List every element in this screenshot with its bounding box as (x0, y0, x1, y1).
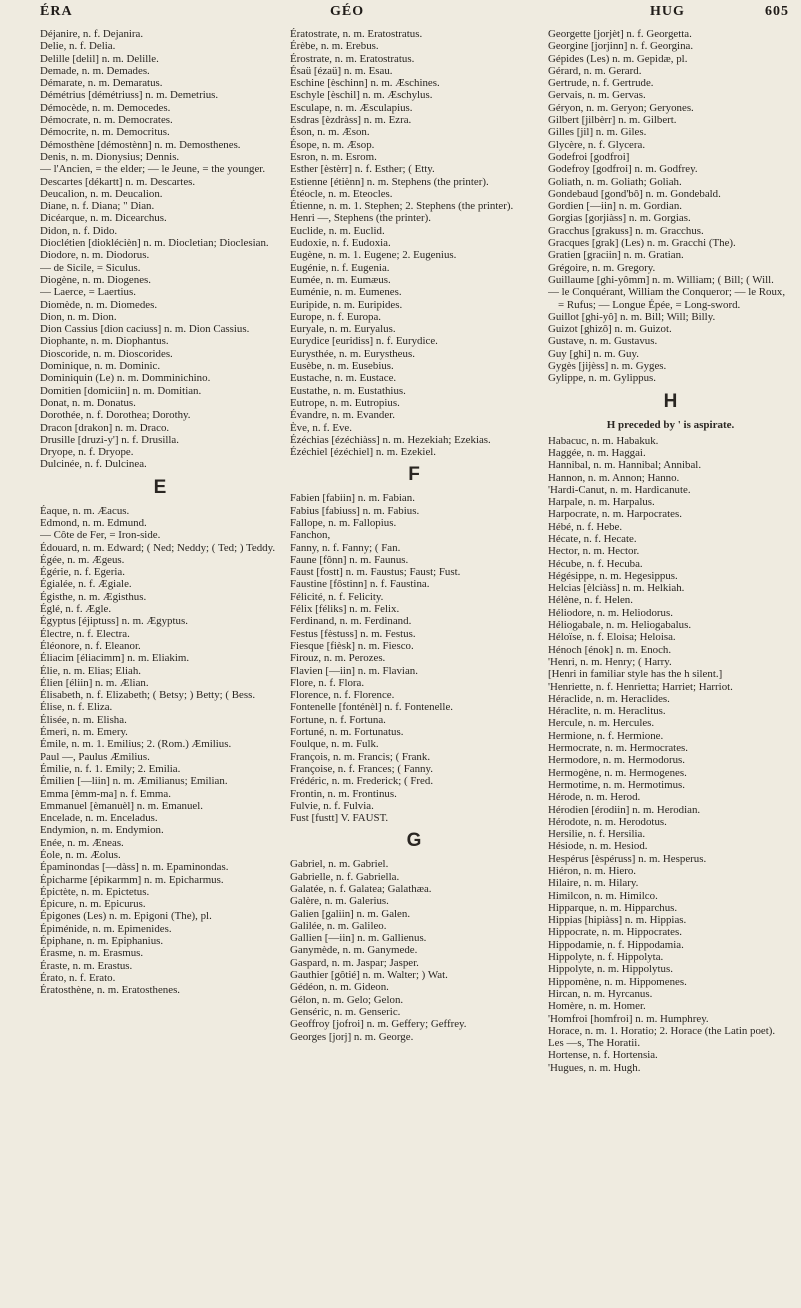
dictionary-entry: Érostrate, n. m. Eratostratus. (290, 52, 415, 65)
dictionary-entry: Épiphane, n. m. Epiphanius. (40, 935, 164, 948)
dictionary-entry: Dion Cassius [dion caciuss] n. m. Dion Cassius. (40, 323, 250, 336)
dictionary-entry: Henri —, Stephens (the printer). (290, 212, 431, 225)
dictionary-entry: Hippodamie, n. f. Hippodamia. (548, 938, 684, 951)
dictionary-entry: Hector, n. m. Hector. (548, 545, 640, 558)
dictionary-entry: Gylippe, n. m. Gylippus. (548, 372, 656, 385)
dictionary-entry: Guillaume [ghi-yômm] n. m. William; ( Bill; ( Will. (548, 273, 774, 286)
dictionary-entry: Épicharme [épikarmm] n. m. Epicharmus. (40, 873, 224, 886)
section-letter: F (408, 464, 420, 486)
dictionary-entry: Domitien [domiciin] n. m. Domitian. (40, 384, 202, 397)
section-letter: G (406, 830, 422, 852)
dictionary-entry: Hermocrate, n. m. Hermocrates. (548, 742, 689, 755)
dictionary-entry: Égisthe, n. m. Ægisthus. (40, 590, 147, 603)
dictionary-entry: Hérode, n. m. Herod. (548, 791, 641, 804)
dictionary-entry: Hippocrate, n. m. Hippocrates. (548, 926, 682, 939)
dictionary-entry: Habacuc, n. m. Habakuk. (548, 434, 659, 447)
dictionary-entry: Hippomène, n. m. Hippomenes. (548, 975, 687, 988)
dictionary-entry: Endymion, n. m. Endymion. (40, 824, 164, 837)
dictionary-entry: Descartes [dékartt] n. m. Descartes. (40, 175, 196, 188)
dictionary-entry: Grégoire, n. m. Gregory. (548, 261, 656, 274)
dictionary-entry: Ésaü [ézaü] n. m. Esau. (290, 64, 393, 77)
dictionary-entry: Godefroi [godfroi] (548, 150, 630, 163)
dictionary-entry: Émile, n. m. 1. Emilius; 2. (Rom.) Æmilius. (40, 738, 232, 751)
dictionary-entry: Fanny, n. f. Fanny; ( Fan. (290, 541, 401, 554)
dictionary-entry: Guy [ghi] n. m. Guy. (548, 347, 639, 360)
dictionary-entry: — Laerce, = Laertius. (40, 286, 136, 299)
dictionary-entry: Euménie, n. m. Eumenes. (290, 286, 402, 299)
dictionary-entry: Hécate, n. f. Hecate. (548, 532, 637, 545)
dictionary-entry: Edmond, n. m. Edmund. (40, 516, 147, 529)
dictionary-entry: Esdras [èzdràss] n. m. Ezra. (290, 114, 412, 127)
dictionary-entry: Ératosthène, n. m. Eratosthenes. (40, 984, 181, 997)
dictionary-entry: Éliacim [éliacimm] n. m. Eliakim. (40, 652, 190, 665)
dictionary-entry: Démarate, n. m. Demaratus. (40, 77, 163, 90)
dictionary-entry: Hortense, n. f. Hortensia. (548, 1049, 658, 1062)
dictionary-entry: Édouard, n. m. Edward; ( Ned; Neddy; ( Ted; ) Teddy. (40, 541, 276, 554)
dictionary-entry: Faune [fônn] n. m. Faunus. (290, 553, 409, 566)
dictionary-entry: Dorothée, n. f. Dorothea; Dorothy. (40, 409, 191, 422)
dictionary-entry: Gilbert [jilbèrr] n. m. Gilbert. (548, 114, 677, 127)
dictionary-entry: Harpocrate, n. m. Harpocrates. (548, 508, 682, 521)
dictionary-entry: 'Henriette, n. f. Henrietta; Harriet; Harriot. (548, 680, 733, 693)
running-head-right: HUG (650, 4, 685, 19)
dictionary-entry: Esculape, n. m. Æsculapius. (290, 101, 413, 114)
dictionary-entry: Flavien [—iin] n. m. Flavian. (290, 664, 418, 677)
dictionary-entry: Éole, n. m. Æolus. (40, 849, 121, 861)
dictionary-entry: Éaque, n. m. Æacus. (40, 504, 130, 517)
section-letter: E (153, 476, 167, 498)
dictionary-entry: Georgette [jorjèt] n. f. Georgetta. (548, 28, 692, 40)
dictionary-entry: Les —s, The Horatii. (548, 1037, 641, 1050)
dictionary-entry: Gervais, n. m. Gervas. (548, 89, 646, 102)
dictionary-entry: Emmanuel [èmanuèl] n. m. Emanuel. (40, 799, 204, 812)
dictionary-entry: Gordien [—iin] n. m. Gordian. (548, 200, 682, 213)
dictionary-entry: Faust [fostt] n. m. Faustus; Faust; Fust. (290, 566, 461, 579)
dictionary-entry: Hermione, n. f. Hermione. (548, 729, 664, 742)
dictionary-entry: Émilien [—liin] n. m. Æmilianus; Emilian. (40, 775, 228, 788)
dictionary-entry: Gabrielle, n. f. Gabriella. (290, 870, 400, 883)
dictionary-entry: Démocède, n. m. Democedes. (40, 101, 171, 114)
dictionary-entry: Hannon, n. m. Annon; Hanno. (548, 471, 680, 484)
dictionary-entry: Érato, n. f. Erato. (40, 971, 116, 984)
dictionary-entry: Fiesque [fièsk] n. m. Fiesco. (290, 639, 414, 652)
dictionary-entry: Élisée, n. m. Elisha. (40, 713, 127, 726)
dictionary-entry: Épigones (Les) n. m. Epigoni (The), pl. (40, 910, 212, 923)
dictionary-entry: Fulvie, n. f. Fulvia. (290, 799, 374, 812)
dictionary-entry: Goliath, n. m. Goliath; Goliah. (548, 175, 682, 188)
dictionary-entry: Euryale, n. m. Euryalus. (290, 323, 396, 336)
dictionary-entry: Élien [éliin] n. m. Ælian. (40, 676, 149, 689)
dictionary-entry: 'Henri, n. m. Henry; ( Harry. (548, 655, 672, 668)
dictionary-entry: Évandre, n. m. Evander. (290, 409, 395, 422)
dictionary-entry: — de Sicile, = Siculus. (40, 261, 141, 274)
dictionary-entry: Démocrite, n. m. Democritus. (40, 126, 170, 139)
dictionary-entry: Épicure, n. m. Epicurus. (40, 898, 146, 911)
dictionary-entry: Euripide, n. m. Euripides. (290, 298, 403, 311)
dictionary-entry: Gaspard, n. m. Jaspar; Jasper. (290, 956, 419, 969)
dictionary-entry: Guizot [ghizô] n. m. Guizot. (548, 323, 672, 336)
dictionary-entry: Delie, n. f. Delia. (40, 40, 116, 53)
dictionary-entry: Godefroy [godfroi] n. m. Godfrey. (548, 163, 698, 176)
dictionary-entry: Helcias [èlciàss] n. m. Helkiah. (548, 582, 685, 595)
dictionary-entry: Géryon, n. m. Geryon; Geryones. (548, 101, 694, 114)
dictionary-entry: Épaminondas [—dàss] n. m. Epaminondas. (40, 861, 229, 874)
dictionary-entry: Fabius [fabiuss] n. m. Fabius. (290, 504, 420, 517)
dictionary-entry: Eumée, n. m. Eumæus. (290, 273, 391, 286)
dictionary-entry: Hannibal, n. m. Hannibal; Annibal. (548, 459, 702, 472)
dictionary-entry: Hippolyte, n. f. Hippolyta. (548, 951, 664, 964)
dictionary-entry: — l'Ancien, = the elder; — le Jeune, = the younger. (40, 163, 266, 176)
dictionary-entry: [Henri in familiar style has the h silent.] (548, 668, 723, 681)
dictionary-entry: Gauthier [gôtié] n. m. Walter; ) Wat. (290, 969, 448, 982)
dictionary-entry: Élise, n. f. Eliza. (40, 701, 113, 714)
dictionary-entry: Élie, n. m. Elias; Eliah. (40, 664, 142, 677)
dictionary-entry: Hébé, n. f. Hebe. (548, 520, 623, 533)
dictionary-entry: Eurydice [euridiss] n. f. Eurydice. (290, 335, 438, 348)
dictionary-entry: Hespérus [èspéruss] n. m. Hesperus. (548, 852, 707, 865)
dictionary-entry: Georges [jorj] n. m. George. (290, 1030, 414, 1043)
dictionary-entry: Hippolyte, n. m. Hippolytus. (548, 963, 673, 976)
dictionary-entry: Éléonore, n. f. Eleanor. (40, 639, 141, 652)
dictionary-entry: Enée, n. m. Æneas. (40, 836, 124, 849)
column-3 (548, 28, 793, 1298)
dictionary-entry: Guillot [ghi-yô] n. m. Bill; Will; Billy. (548, 310, 716, 323)
running-head-left: ÉRA (40, 4, 73, 19)
dictionary-entry: Ésope, n. m. Æsop. (290, 138, 375, 151)
dictionary-entry: 'Homfroi [homfroi] n. m. Humphrey. (548, 1012, 709, 1025)
dictionary-entry: Hilaire, n. m. Hilary. (548, 877, 639, 890)
dictionary-entry: Élisabeth, n. f. Elizabeth; ( Betsy; ) Betty; ( Bess. (40, 689, 256, 702)
dictionary-entry: Denis, n. m. Dionysius; Dennis. (40, 150, 180, 163)
dictionary-entry: Hipparque, n. m. Hipparchus. (548, 901, 678, 914)
dictionary-entry: Héloïse, n. f. Eloisa; Heloisa. (548, 631, 676, 644)
dictionary-entry: Georgine [jorjinn] n. f. Georgina. (548, 40, 694, 53)
dictionary-entry: Gallien [—iin] n. m. Gallienus. (290, 932, 427, 945)
dictionary-entry: Dracon [drakon] n. m. Draco. (40, 421, 170, 434)
dictionary-entry: Emma [èmm-ma] n. f. Emma. (40, 787, 171, 800)
dictionary-entry: Ératostrate, n. m. Eratostratus. (290, 28, 423, 40)
dictionary-entry: Félicité, n. f. Felicity. (290, 590, 384, 603)
dictionary-entry: Harpale, n. m. Harpalus. (548, 496, 655, 509)
dictionary-entry: Gustave, n. m. Gustavus. (548, 335, 658, 348)
dictionary-entry: Gracques [grak] (Les) n. m. Gracchi (The). (548, 237, 736, 250)
dictionary-entry: Égée, n. m. Ægeus. (40, 553, 125, 566)
dictionary-entry: Hécube, n. f. Hecuba. (548, 557, 643, 570)
dictionary-entry: Gorgias [gorjiàss] n. m. Gorgias. (548, 212, 691, 225)
dictionary-entry: Égialée, n. f. Ægiale. (40, 578, 132, 591)
dictionary-entry: — Côte de Fer, = Iron-side. (40, 529, 161, 542)
dictionary-entry: Galère, n. m. Galerius. (290, 895, 389, 908)
dictionary-entry: Gracchus [grakuss] n. m. Gracchus. (548, 224, 704, 237)
dictionary-entry: 'Hardi-Canut, n. m. Hardicanute. (548, 483, 691, 496)
dictionary-entry: Gygès [jijèss] n. m. Gyges. (548, 360, 667, 373)
dictionary-entry: Héliogabale, n. m. Heliogabalus. (548, 619, 692, 632)
dictionary-entry: Faustine [fôstinn] n. f. Faustina. (290, 578, 430, 591)
dictionary-entry: Festus [fèstuss] n. m. Festus. (290, 627, 416, 640)
dictionary-entry: Émilie, n. f. 1. Emily; 2. Emilia. (40, 762, 181, 775)
dictionary-entry: Démétrius [démétriuss] n. m. Demetrius. (40, 89, 219, 102)
dictionary-entry: Fallope, n. m. Fallopius. (290, 516, 397, 529)
dictionary-entry: Hésiode, n. m. Hesiod. (548, 840, 648, 853)
dictionary-entry: Didon, n. f. Dido. (40, 224, 118, 237)
dictionary-entry: Fust [fustt] V. FAUST. (290, 812, 389, 825)
dictionary-entry: Gélon, n. m. Gelo; Gelon. (290, 993, 404, 1006)
dictionary-entry: Étéocle, n. m. Eteocles. (290, 187, 393, 200)
column-1 (40, 28, 280, 1298)
dictionary-entry: Diodore, n. m. Diodorus. (40, 249, 150, 262)
running-head-center: GÉO (330, 4, 365, 19)
dictionary-entry: Galatée, n. f. Galatea; Galathæa. (290, 883, 432, 895)
dictionary-entry: Europe, n. f. Europa. (290, 310, 382, 323)
dictionary-entry: Eschine [èschinn] n. m. Æschines. (290, 77, 440, 90)
dictionary-entry: Eudoxie, n. f. Eudoxia. (290, 237, 391, 250)
dictionary-entry: Félix [féliks] n. m. Felix. (290, 603, 400, 616)
dictionary-entry: Eugénie, n. f. Eugenia. (290, 261, 390, 274)
dictionary-entry: Delille [delil] n. m. Delille. (40, 52, 159, 65)
dictionary-entry: Drusille [druzi-y'] n. f. Drusilla. (40, 433, 179, 446)
dictionary-entry: Ézéchiel [ézéchiel] n. m. Ezekiel. (290, 446, 437, 459)
dictionary-entry: Épictète, n. m. Epictetus. (40, 885, 150, 898)
dictionary-entry: Hégésippe, n. m. Hegesippus. (548, 569, 678, 582)
dictionary-entry: Hermotime, n. m. Hermotimus. (548, 778, 686, 791)
dictionary-entry: — le Conquérant, William the Conqueror; — le Roux, = Rufus; — Longue Épée, = Long-sword. (548, 286, 786, 311)
dictionary-entry: Églé, n. f. Ægle. (40, 603, 112, 616)
dictionary-entry: Hérodien [érodiin] n. m. Herodian. (548, 803, 701, 816)
dictionary-entry: Hiéron, n. m. Hiero. (548, 865, 637, 877)
dictionary-entry: Deucalion, n. m. Deucalion. (40, 187, 163, 200)
dictionary-entry: Esther [èstèrr] n. f. Esther; ( Etty. (290, 163, 435, 176)
dictionary-entry: Ève, n. f. Eve. (290, 421, 352, 434)
dictionary-entry: Eutrope, n. m. Eutropius. (290, 396, 400, 409)
dictionary-entry: Déjanire, n. f. Dejanira. (40, 28, 144, 40)
dictionary-entry: Hersilie, n. f. Hersilia. (548, 828, 646, 841)
dictionary-entry: Esron, n. m. Esrom. (290, 150, 377, 163)
dictionary-entry: Hermodore, n. m. Hermodorus. (548, 754, 686, 767)
dictionary-entry: Gertrude, n. f. Gertrude. (548, 77, 654, 90)
dictionary-entry: Fabien [fabiin] n. m. Fabian. (290, 492, 415, 505)
dictionary-entry: Dicéarque, n. m. Dicearchus. (40, 212, 167, 225)
dictionary-entry: Ganymède, n. m. Ganymede. (290, 944, 418, 957)
dictionary-entry: Gérard, n. m. Gerard. (548, 64, 642, 77)
dictionary-entry: Ézéchias [ézéchiàss] n. m. Hezekiah; Ezekias. (290, 433, 491, 446)
dictionary-entry: Diomède, n. m. Diomedes. (40, 298, 158, 311)
dictionary-entry: Foulque, n. m. Fulk. (290, 738, 379, 751)
dictionary-entry: Diogène, n. m. Diogenes. (40, 273, 152, 286)
dictionary-entry: Dion, n. m. Dion. (40, 310, 117, 323)
dictionary-entry: Héraclide, n. m. Heraclides. (548, 692, 670, 705)
dictionary-entry: Électre, n. f. Electra. (40, 627, 130, 640)
dictionary-entry: Horace, n. m. 1. Horatio; 2. Horace (the Latin poet). (548, 1024, 776, 1037)
dictionary-entry: Diophante, n. m. Diophantus. (40, 335, 169, 348)
dictionary-entry: Encelade, n. m. Enceladus. (40, 812, 158, 825)
dictionary-entry: Frontin, n. m. Frontinus. (290, 787, 397, 800)
dictionary-entry: Hermogène, n. m. Hermogenes. (548, 766, 687, 779)
dictionary-entry: Himilcon, n. m. Himilco. (548, 889, 658, 902)
dictionary-entry: Éraste, n. m. Erastus. (40, 959, 133, 972)
dictionary-entry: Fortune, n. f. Fortuna. (290, 713, 386, 726)
dictionary-entry: Françoise, n. f. Frances; ( Fanny. (290, 762, 433, 775)
dictionary-entry: Érasme, n. m. Erasmus. (40, 947, 144, 960)
dictionary-entry: Dominiquin (Le) n. m. Domminichino. (40, 372, 211, 385)
dictionary-entry: Haggée, n. m. Haggai. (548, 446, 646, 459)
dictionary-entry: Estienne [étiènn] n. m. Stephens (the printer). (290, 175, 489, 188)
dictionary-entry: Gédéon, n. m. Gideon. (290, 981, 389, 994)
dictionary-entry: Dominique, n. m. Dominic. (40, 360, 161, 373)
dictionary-entry: Gépides (Les) n. m. Gepidæ, pl. (548, 52, 688, 65)
dictionary-entry: Glycère, n. f. Glycera. (548, 138, 646, 151)
dictionary-entry: Galien [galiin] n. m. Galen. (290, 907, 411, 920)
page-number: 605 (765, 4, 789, 19)
dictionary-entry: Démosthène [démostènn] n. m. Demosthenes. (40, 138, 241, 151)
dictionary-entry: Épiménide, n. m. Epimenides. (40, 922, 172, 935)
dictionary-entry: Genséric, n. m. Genseric. (290, 1005, 401, 1018)
dictionary-entry: Égérie, n. f. Egeria. (40, 566, 125, 579)
dictionary-entry: Hircan, n. m. Hyrcanus. (548, 987, 653, 1000)
dictionary-entry: Dulcinée, n. f. Dulcinea. (40, 458, 147, 471)
dictionary-entry: Gilles [jil] n. m. Giles. (548, 126, 647, 139)
section-note: H preceded by ' is aspirate. (606, 418, 735, 431)
dictionary-entry: Homère, n. m. Homer. (548, 1000, 646, 1013)
dictionary-entry: Gratien [graciin] n. m. Gratian. (548, 249, 684, 262)
dictionary-entry: Éson, n. m. Æson. (290, 126, 370, 139)
dictionary-entry: Demade, n. m. Demades. (40, 64, 150, 77)
dictionary-entry: Héraclite, n. m. Heraclitus. (548, 705, 666, 718)
dictionary-entry: Émeri, n. m. Emery. (40, 726, 128, 739)
dictionary-entry: Dioscoride, n. m. Dioscorides. (40, 347, 173, 360)
dictionary-entry: Hippias [hipiàss] n. m. Hippias. (548, 914, 687, 927)
dictionary-entry: Hérodote, n. m. Herodotus. (548, 815, 667, 828)
dictionary-entry: Eschyle [èschil] n. m. Æschylus. (290, 89, 433, 102)
dictionary-entry: Florence, n. f. Florence. (290, 689, 395, 702)
dictionary-entry: Flore, n. f. Flora. (290, 676, 365, 689)
column-2 (290, 28, 538, 1298)
dictionary-entry: 'Hugues, n. m. Hugh. (548, 1061, 641, 1074)
dictionary-entry: Eustache, n. m. Eustace. (290, 372, 397, 385)
dictionary-entry: Eusèbe, n. m. Eusebius. (290, 360, 394, 373)
dictionary-entry: Euclide, n. m. Euclid. (290, 224, 385, 237)
dictionary-entry: Paul —, Paulus Æmilius. (40, 750, 150, 763)
dictionary-entry: Fanchon, (290, 529, 331, 542)
dictionary-entry: Diane, n. f. Diana; " Dian. (40, 200, 155, 213)
dictionary-entry: Gondebaud [gond'bô] n. m. Gondebald. (548, 187, 721, 200)
dictionary-entry: Ferdinand, n. m. Ferdinand. (290, 615, 412, 628)
dictionary-entry: Dryope, n. f. Dryope. (40, 446, 134, 459)
dictionary-entry: Étienne, n. m. 1. Stephen; 2. Stephens (the printer). (290, 200, 514, 213)
dictionary-entry: Eustathe, n. m. Eustathius. (290, 384, 406, 397)
dictionary-entry: Frédéric, n. m. Frederick; ( Fred. (290, 775, 434, 788)
dictionary-entry: Firouz, n. m. Perozes. (290, 652, 386, 665)
dictionary-entry: Hénoch [énok] n. m. Enoch. (548, 643, 672, 656)
dictionary-entry: Égyptus [éjiptuss] n. m. Ægyptus. (40, 615, 188, 628)
dictionary-entry: Geoffroy [jofroi] n. m. Geffery; Geffrey. (290, 1018, 467, 1031)
dictionary-entry: Eugène, n. m. 1. Eugene; 2. Eugenius. (290, 249, 457, 262)
dictionary-entry: Démocrate, n. m. Democrates. (40, 114, 173, 127)
dictionary-entry: Fortuné, n. m. Fortunatus. (290, 726, 404, 739)
dictionary-entry: Dioclétien [dioklécièn] n. m. Diocletian; Dioclesian. (40, 237, 269, 250)
dictionary-entry: Érèbe, n. m. Erebus. (290, 40, 379, 53)
dictionary-entry: Eurysthée, n. m. Eurystheus. (290, 347, 415, 360)
section-letter: H (663, 390, 678, 412)
dictionary-entry: Hélène, n. f. Helen. (548, 594, 633, 607)
dictionary-entry: Donat, n. m. Donatus. (40, 396, 136, 409)
dictionary-entry: Galilée, n. m. Galileo. (290, 919, 387, 932)
dictionary-entry: Hercule, n. m. Hercules. (548, 717, 655, 730)
dictionary-entry: Gabriel, n. m. Gabriel. (290, 858, 389, 871)
dictionary-entry: François, n. m. Francis; ( Frank. (290, 750, 431, 763)
dictionary-entry: Fontenelle [fonténèl] n. f. Fontenelle. (290, 701, 454, 714)
dictionary-entry: Héliodore, n. m. Heliodorus. (548, 606, 673, 619)
